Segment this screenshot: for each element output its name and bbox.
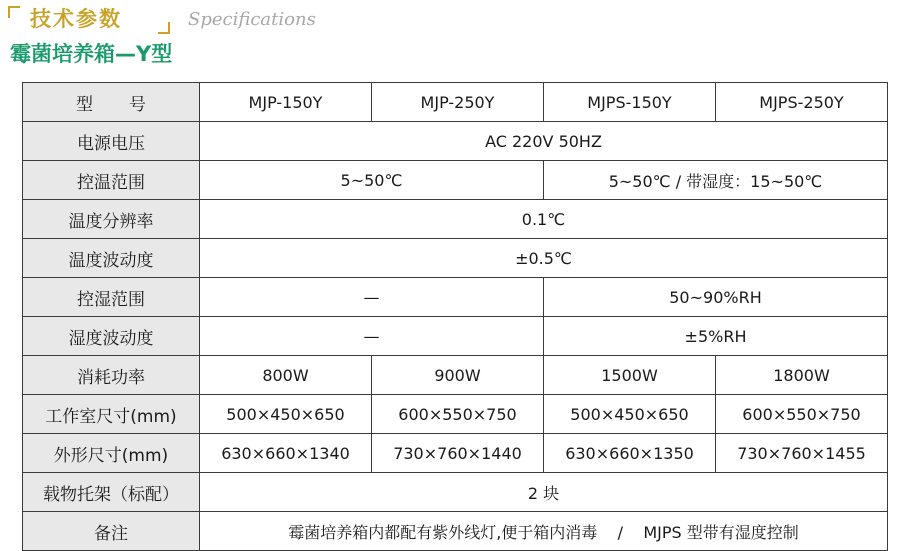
table-row-temp-fluctuation [23,239,888,278]
remarks-value: 霉菌培养箱内都配有紫外线灯,便于箱内消毒 / MJPS 型带有湿度控制 [200,512,888,551]
humidity-fluctuation-mjps: ±5%RH [544,317,888,356]
power-cell: 1800W [716,356,888,395]
power-cell: 1500W [544,356,716,395]
model-label-char-1: 型 [76,94,93,115]
humidity-range-mjp: — [200,278,544,317]
row-label: 控温范围 [23,161,200,200]
specifications-table [22,82,888,551]
outer-size-cell: 730×760×1440 [372,434,544,473]
chamber-size-cell: 600×550×750 [372,395,544,434]
row-label-model [23,83,200,122]
table-row-power-supply [23,122,888,161]
table-row-humidity-fluctuation [23,317,888,356]
row-label: 控湿范围 [23,278,200,317]
row-label: 消耗功率 [23,356,200,395]
row-label: 载物托架（标配） [23,473,200,512]
row-label: 备注 [23,512,200,551]
corner-ornament-top-left [8,6,20,18]
table-row-shelves [23,473,888,512]
table-row-model [23,83,888,122]
temp-range-mjp: 5~50℃ [200,161,544,200]
row-label: 工作室尺寸(mm) [23,395,200,434]
section-header [8,4,888,38]
outer-size-cell: 630×660×1350 [544,434,716,473]
model-cell: MJPS-250Y [716,83,888,122]
row-label: 电源电压 [23,122,200,161]
chamber-size-cell: 500×450×650 [200,395,372,434]
outer-size-cell: 730×760×1455 [716,434,888,473]
section-subtitle: Specifications [188,9,316,30]
model-label-char-2: 号 [129,94,146,115]
table-row-chamber-size [23,395,888,434]
temp-fluctuation-value: ±0.5℃ [200,239,888,278]
table-row-power-consumption [23,356,888,395]
corner-ornament-bottom-right [158,22,170,34]
humidity-range-mjps: 50~90%RH [544,278,888,317]
model-cell: MJPS-150Y [544,83,716,122]
power-cell: 800W [200,356,372,395]
table-row-humidity-control-range [23,278,888,317]
model-cell: MJP-250Y [372,83,544,122]
table-row-temp-resolution [23,200,888,239]
chamber-size-cell: 500×450×650 [544,395,716,434]
outer-size-cell: 630×660×1340 [200,434,372,473]
temp-range-mjps: 5~50℃ / 带湿度：15~50℃ [544,161,888,200]
table-row-temp-control-range [23,161,888,200]
chamber-size-cell: 600×550×750 [716,395,888,434]
row-label: 湿度波动度 [23,317,200,356]
temp-resolution-value: 0.1℃ [200,200,888,239]
row-label: 外形尺寸(mm) [23,434,200,473]
row-label: 温度波动度 [23,239,200,278]
row-label: 温度分辨率 [23,200,200,239]
power-supply-value: AC 220V 50HZ [200,122,888,161]
table-row-remarks [23,512,888,551]
model-cell: MJP-150Y [200,83,372,122]
table-row-outer-size [23,434,888,473]
product-title: 霉菌培养箱—Y型 [10,42,173,66]
section-title: 技术参数 [30,7,122,31]
power-cell: 900W [372,356,544,395]
humidity-fluctuation-mjp: — [200,317,544,356]
shelves-value: 2 块 [200,473,888,512]
